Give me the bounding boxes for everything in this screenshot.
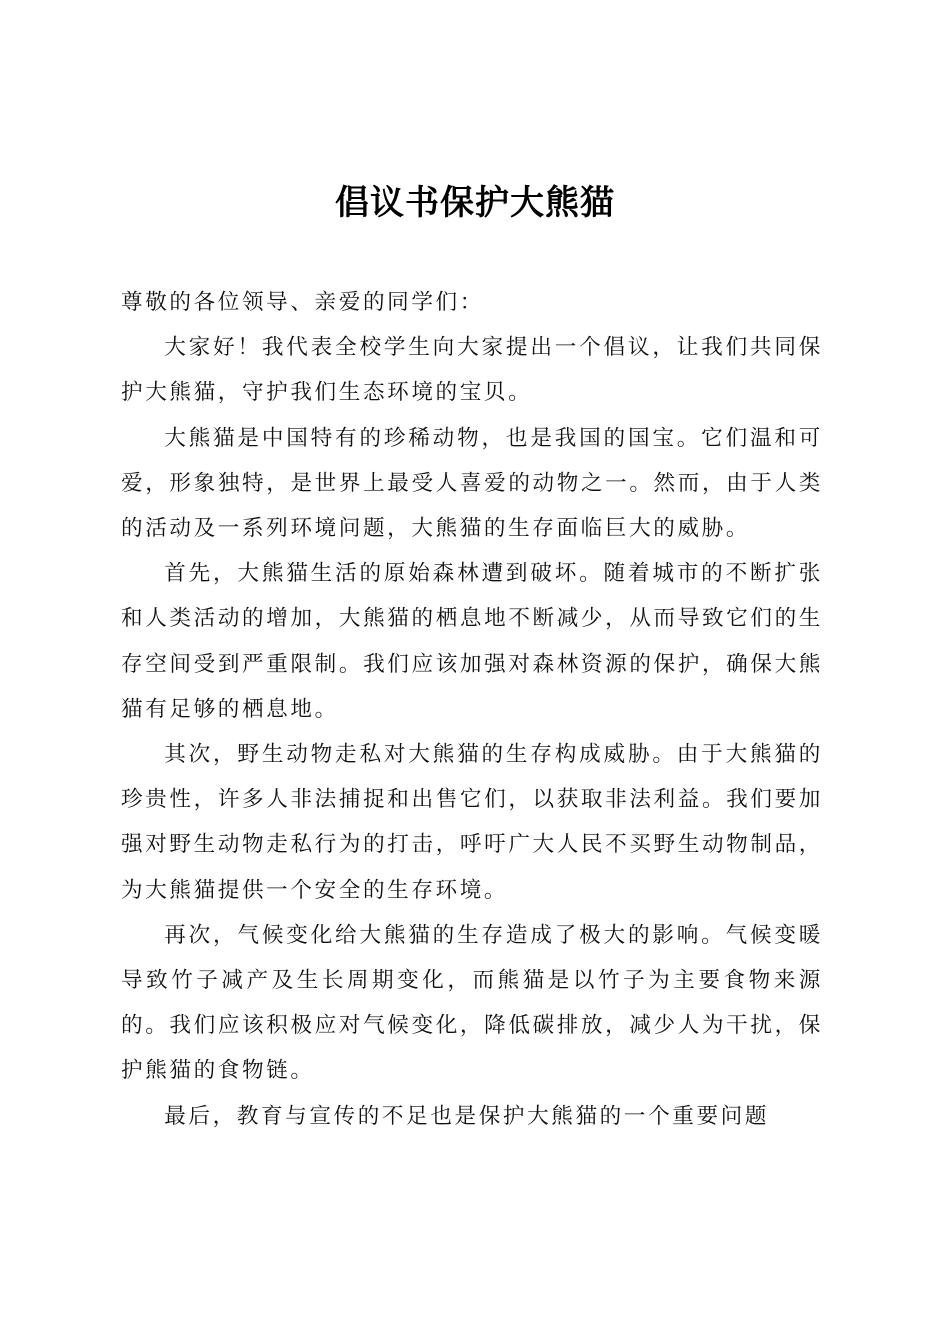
paragraph-intro: 大熊猫是中国特有的珍稀动物，也是我国的国宝。它们温和可爱，形象独特，是世界上最受人喜爱的动物之一。然而，由于人类的活动及一系列环境问题，大熊猫的生存面临巨大的威胁。	[121, 425, 823, 542]
document-title: 倡议书保护大熊猫	[335, 183, 615, 223]
paragraph-greeting: 大家好！我代表全校学生向大家提出一个倡议，让我们共同保护大熊猫，守护我们生态环境的宝贝。	[121, 335, 823, 406]
document-body	[121, 280, 823, 1139]
paragraph-second: 其次，野生动物走私对大熊猫的生存构成威胁。由于大熊猫的珍贵性，许多人非法捕捉和出售它们，以获取非法利益。我们要加强对野生动物走私行为的打击，呼吁广大人民不买野生动物制品，为大熊猫提供一个安全的生存环境。	[121, 742, 823, 903]
paragraph-third: 再次，气候变化给大熊猫的生存造成了极大的影响。气候变暖导致竹子减产及生长周期变化，而熊猫是以竹子为主要食物来源的。我们应该积极应对气候变化，降低碳排放，减少人为干扰，保护熊猫的食物链。	[121, 922, 823, 1084]
paragraph-last: 最后，教育与宣传的不足也是保护大熊猫的一个重要问题	[164, 1103, 770, 1129]
salutation: 尊敬的各位领导、亲爱的同学们：	[121, 290, 484, 315]
paragraph-first: 首先，大熊猫生活的原始森林遭到破坏。随着城市的不断扩张和人类活动的增加，大熊猫的栖息地不断减少，从而导致它们的生存空间受到严重限制。我们应该加强对森林资源的保护，确保大熊猫有足够的栖息地。	[121, 561, 823, 722]
